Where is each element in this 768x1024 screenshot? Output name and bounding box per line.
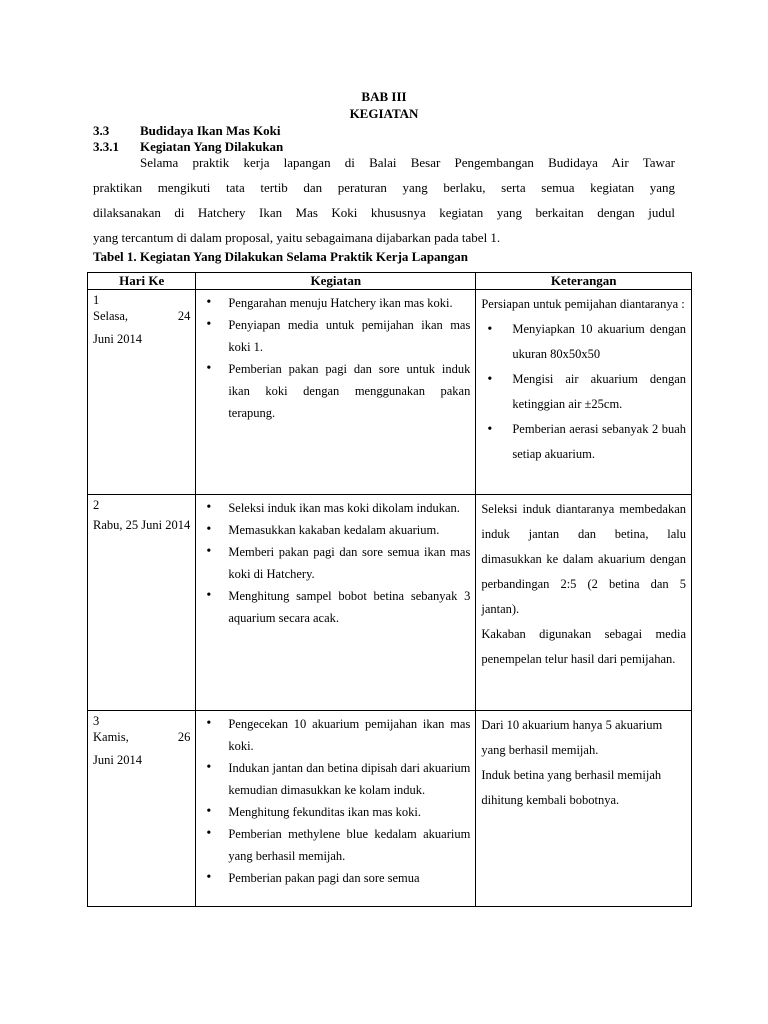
list-item: • Seleksi induk ikan mas koki dikolam indukan. xyxy=(196,497,470,519)
list-item: • Memberi pakan pagi dan sore semua ikan mas koki di Hatchery. xyxy=(196,541,470,585)
day-month-year: Juni 2014 xyxy=(93,753,142,767)
list-item: • Menyiapkan 10 akuarium dengan ukuran 80x50x50 xyxy=(481,317,686,367)
paragraph-line: Selama praktik kerja lapangan di Balai Besar Pengembangan Budidaya Air Tawar xyxy=(140,155,675,170)
list-item: • Menghitung fekunditas ikan mas koki. xyxy=(196,801,470,823)
list-item: • Menghitung sampel bobot betina sebanyak 3 aquarium secara acak. xyxy=(196,585,470,629)
day-weekday: Selasa, xyxy=(93,309,129,323)
activities-cell xyxy=(196,290,476,495)
list-item: • Pengecekan 10 akuarium pemijahan ikan mas koki. xyxy=(196,713,470,757)
day-date-line xyxy=(93,729,190,745)
day-month-year: Juni 2014 xyxy=(93,332,142,346)
header-keterangan: Keterangan xyxy=(476,273,692,290)
chapter-title: KEGIATAN xyxy=(349,106,419,121)
table-row xyxy=(88,495,692,711)
day-date: 24 xyxy=(177,309,191,323)
day-date-line xyxy=(93,308,190,324)
day-cell xyxy=(88,290,196,495)
notes-paragraph: Seleksi induk diantaranya membedakan induk jantan dan betina, lalu dimasukkan ke dalam akuarium dengan perbandingan 2:5 (2 betina dan 5 jantan). xyxy=(481,502,686,616)
paragraph-line: yang tercantum di dalam proposal, yaitu sebagaimana dijabarkan pada tabel 1. xyxy=(93,230,501,245)
day-number: 3 xyxy=(93,714,100,728)
day-date: 26 xyxy=(177,730,191,744)
section-title: Budidaya Ikan Mas Koki xyxy=(140,123,281,138)
activity-list xyxy=(196,292,470,424)
activity-table xyxy=(87,272,692,907)
notes-cell xyxy=(476,711,692,907)
list-item: • Mengisi air akuarium dengan ketinggian air ±25cm. xyxy=(481,367,686,417)
notes-paragraph: Dari 10 akuarium hanya 5 akuarium yang berhasil memijah. xyxy=(481,718,663,757)
table-row xyxy=(88,290,692,495)
day-number: 1 xyxy=(93,293,100,307)
day-cell xyxy=(88,711,196,907)
table-row xyxy=(88,711,692,907)
activity-list xyxy=(196,497,470,629)
list-item: • Pemberian aerasi sebanyak 2 buah setiap akuarium. xyxy=(481,417,686,467)
table-header-row xyxy=(88,273,692,290)
day-weekday: Kamis, xyxy=(93,730,129,744)
day-number: 2 xyxy=(93,498,100,512)
paragraph-line: dilaksanakan di Hatchery Ikan Mas Koki khususnya kegiatan yang berkaitan dengan judul xyxy=(93,205,675,220)
body-paragraph xyxy=(93,150,675,250)
activity-list xyxy=(196,713,470,889)
table-caption: Tabel 1. Kegiatan Yang Dilakukan Selama Praktik Kerja Lapangan xyxy=(93,249,469,264)
activities-cell xyxy=(196,711,476,907)
list-item: • Penyiapan media untuk pemijahan ikan mas koki 1. xyxy=(196,314,470,358)
notes-intro: Persiapan untuk pemijahan diantaranya : xyxy=(481,297,685,311)
notes-cell xyxy=(476,495,692,711)
notes-paragraph: Induk betina yang berhasil memijah dihitung kembali bobotnya. xyxy=(481,768,662,807)
notes-list xyxy=(481,317,686,467)
list-item: • Memasukkan kakaban kedalam akuarium. xyxy=(196,519,470,541)
day-cell xyxy=(88,495,196,711)
notes-cell xyxy=(476,290,692,495)
subsection-number: 3.3.1 xyxy=(93,139,119,154)
list-item: • Pemberian pakan pagi dan sore untuk induk ikan koki dengan menggunakan pakan terapung. xyxy=(196,358,470,424)
section-number: 3.3 xyxy=(93,123,110,138)
list-item: • Indukan jantan dan betina dipisah dari akuarium kemudian dimasukkan ke kolam induk. xyxy=(196,757,470,801)
activities-cell xyxy=(196,495,476,711)
notes-paragraph: Kakaban digunakan sebagai media penempelan telur hasil dari pemijahan. xyxy=(481,627,686,666)
chapter-heading: BAB III xyxy=(361,89,407,104)
subsection-title: Kegiatan Yang Dilakukan xyxy=(140,139,284,154)
day-text: Rabu, 25 Juni 2014 xyxy=(93,518,191,532)
header-hari-ke: Hari Ke xyxy=(88,273,196,290)
list-item: • Pemberian methylene blue kedalam akuarium yang berhasil memijah. xyxy=(196,823,470,867)
list-item: • Pemberian pakan pagi dan sore semua xyxy=(196,867,470,889)
list-item: • Pengarahan menuju Hatchery ikan mas koki. xyxy=(196,292,470,314)
paragraph-line: praktikan mengikuti tata tertib dan peraturan yang berlaku, serta semua kegiatan yang xyxy=(93,180,675,195)
header-kegiatan: Kegiatan xyxy=(196,273,476,290)
